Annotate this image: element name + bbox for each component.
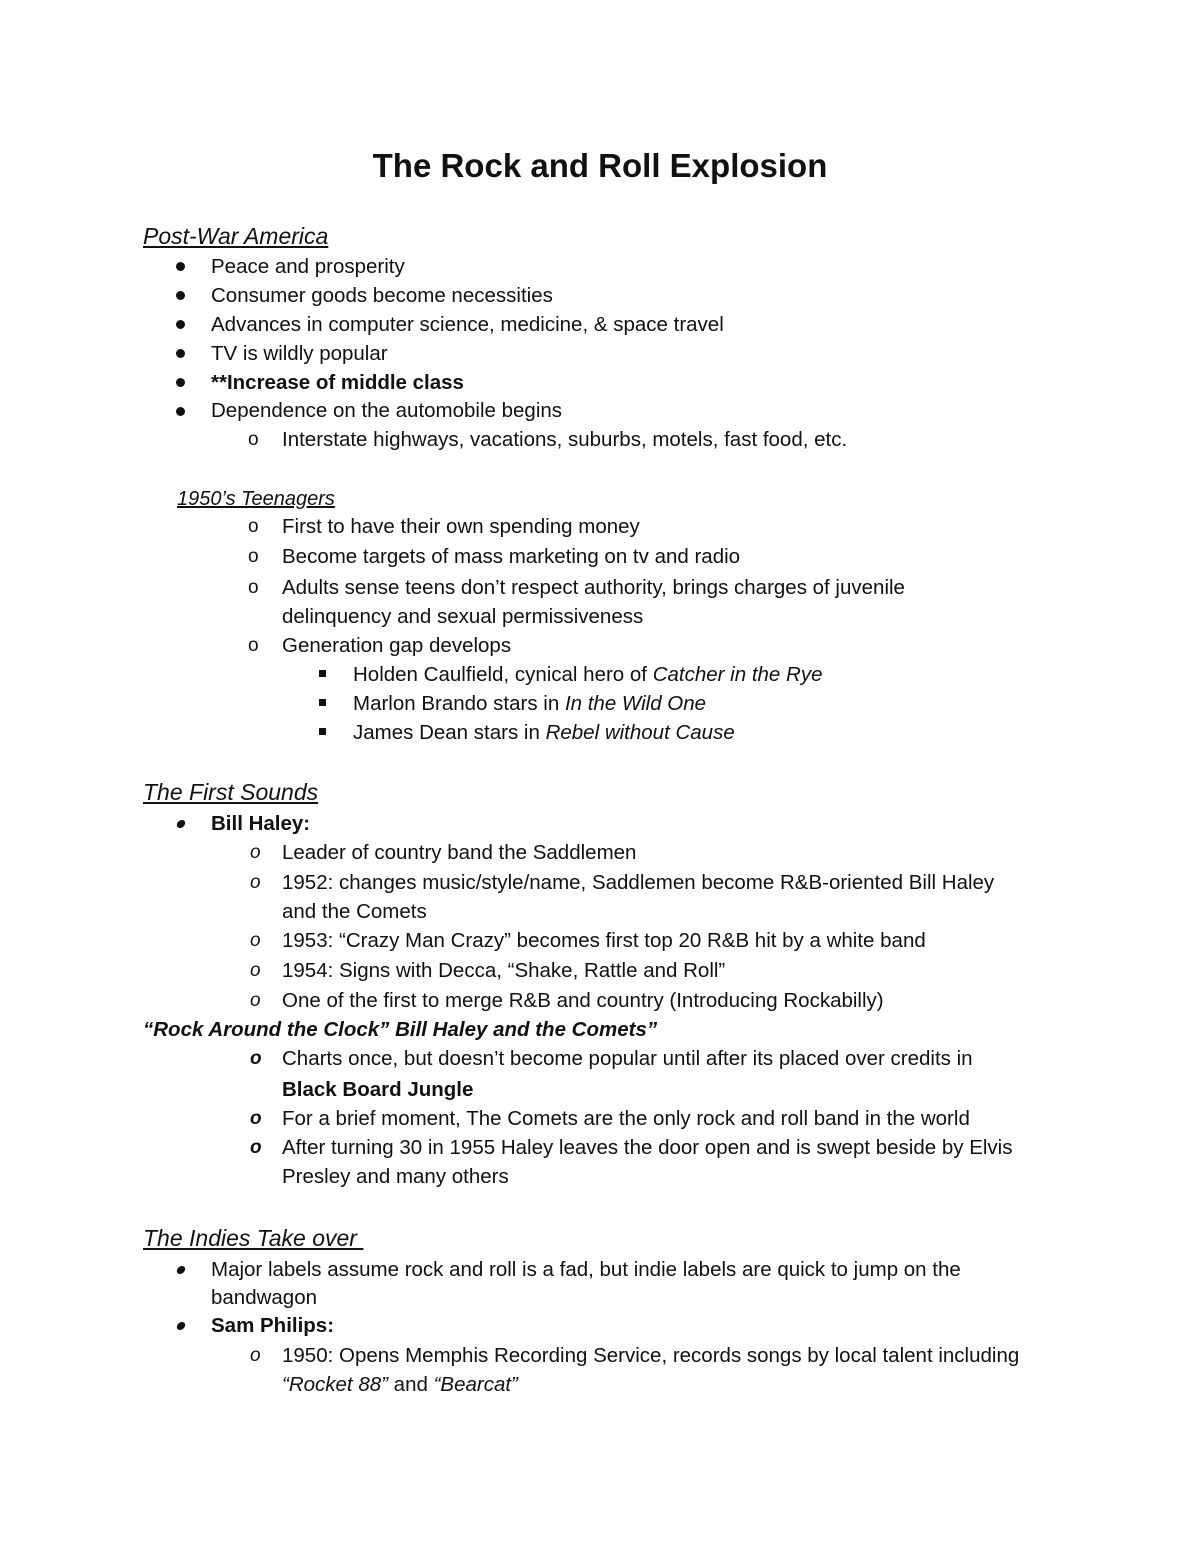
list-subitem-continuation [282,1075,473,1104]
list-item-continuation: bandwagon [211,1286,318,1309]
ring-bullet: o [250,1108,262,1129]
work-title: Rebel without Cause [545,721,735,744]
bullet-dot [176,291,185,300]
ring-bullet: o [250,872,261,893]
list-subitem-continuation: Presley and many others [282,1165,509,1188]
list-subitem: 1952: changes music/style/name, Saddlemen become R&B-oriented Bill Haley [282,871,995,894]
square-bullet [319,699,326,706]
list-subitem: Adults sense teens don’t respect authority, brings charges of juvenile [282,576,905,599]
ring-bullet: o [250,960,261,981]
bullet-dot [176,1322,186,1330]
list-item: Peace and prosperity [211,255,405,278]
item-text: Holden Caulfield, cynical hero of [353,663,653,686]
list-subsubitem [353,689,706,718]
film-title: Black Board Jungle [282,1078,474,1101]
bullet-dot [176,378,185,387]
document-title: The Rock and Roll Explosion [372,147,828,184]
bullet-dot [176,1266,186,1274]
song-title: “Bearcat” [433,1373,518,1396]
list-item: TV is wildly popular [211,342,388,365]
list-item: Dependence on the automobile begins [211,399,563,422]
bullet-dot [176,820,186,828]
list-item [211,809,310,838]
list-subitem: One of the first to merge R&B and country (Introducing Rockabilly) [282,989,884,1012]
square-bullet [319,728,326,735]
subsection-heading-rock-around: “Rock Around the Clock” Bill Haley and the Comets” [143,1018,658,1041]
section-heading-indies: The Indies Take over [143,1225,364,1251]
ring-bullet: o [250,930,261,951]
list-subitem: 1954: Signs with Decca, “Shake, Rattle and Roll” [282,959,726,982]
ring-bullet: o [248,577,259,598]
joiner-text: and [387,1373,434,1396]
ring-bullet: o [248,635,259,656]
list-subsubitem [353,660,822,689]
list-item: Consumer goods become necessities [211,284,553,307]
ring-bullet: o [248,516,259,537]
ring-bullet: o [250,990,261,1011]
ring-bullet: o [250,1137,262,1158]
ring-bullet: o [248,546,259,567]
bullet-dot [176,349,185,358]
list-subitem: For a brief moment, The Comets are the only rock and roll band in the world [282,1107,970,1130]
list-subitem: Become targets of mass marketing on tv and radio [282,545,741,568]
list-item [211,1311,334,1340]
list-subsubitem [353,718,735,747]
section-heading-postwar: Post-War America [143,223,329,249]
bold-text: Sam Philips: [211,1314,335,1337]
item-text: Marlon Brando stars in [353,692,565,715]
ring-bullet: o [250,1048,262,1069]
bold-text: **Increase of middle class [211,371,464,394]
list-subitem: Leader of country band the Saddlemen [282,841,637,864]
work-title: Catcher in the Rye [652,663,823,686]
work-title: In the Wild One [564,692,707,715]
list-item: Major labels assume rock and roll is a fad, but indie labels are quick to jump on the [211,1258,961,1281]
list-item: Advances in computer science, medicine, & space travel [211,313,724,336]
list-subitem-continuation: and the Comets [282,900,427,923]
bullet-dot [176,262,185,271]
section-heading-teenagers: 1950’s Teenagers [177,488,335,510]
ring-bullet: o [248,429,259,450]
list-item [211,368,464,397]
section-heading-first-sounds: The First Sounds [143,779,319,805]
bullet-dot [176,407,185,416]
song-title: “Rocket 88” [282,1373,388,1396]
square-bullet [319,670,326,677]
list-subitem: First to have their own spending money [282,515,640,538]
list-subitem: 1953: “Crazy Man Crazy” becomes first top 20 R&B hit by a white band [282,929,926,952]
bold-text: Bill Haley: [211,812,311,835]
list-subitem: Charts once, but doesn’t become popular until after its placed over credits in [282,1047,973,1070]
bullet-dot [176,320,185,329]
ring-bullet: o [250,842,261,863]
list-subitem: Generation gap develops [282,634,512,657]
list-subitem: 1950: Opens Memphis Recording Service, records songs by local talent including [282,1344,1020,1367]
ring-bullet: o [250,1345,261,1366]
list-subitem-continuation [282,1370,518,1399]
list-subitem-continuation: delinquency and sexual permissiveness [282,605,644,628]
list-subitem: Interstate highways, vacations, suburbs, motels, fast food, etc. [282,428,848,451]
list-subitem: After turning 30 in 1955 Haley leaves the door open and is swept beside by Elvis [282,1136,1013,1159]
item-text: James Dean stars in [353,721,546,744]
